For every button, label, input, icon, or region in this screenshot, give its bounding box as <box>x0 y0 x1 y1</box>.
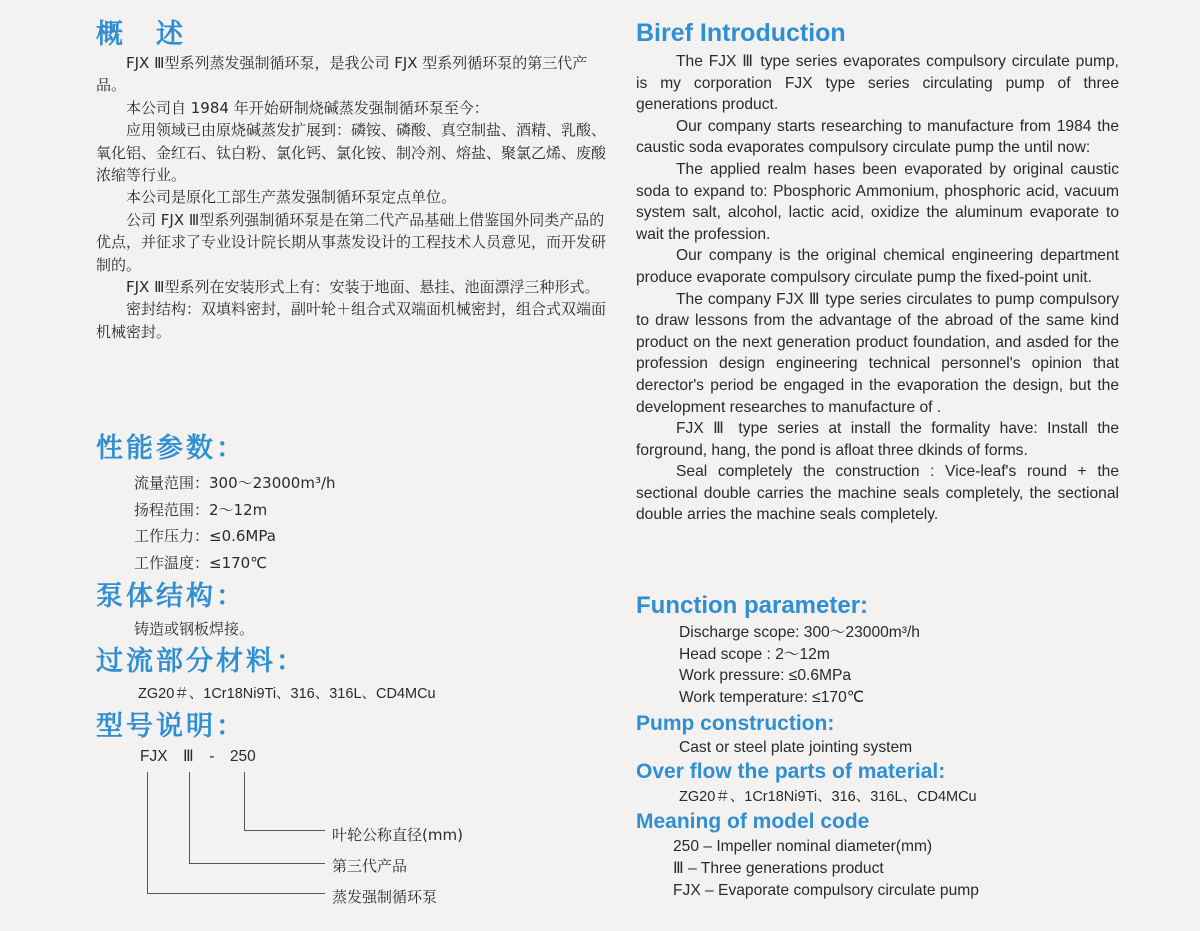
function-heading: Function parameter: <box>636 592 869 619</box>
intro-para: Our company starts researching to manufacture from 1984 the caustic soda evaporates compulsory circulate pump the until now: <box>636 117 1119 157</box>
material-heading: 过流部分材料： <box>96 646 306 677</box>
intro-body <box>636 51 1119 526</box>
meaning-heading: Meaning of model code <box>636 810 870 833</box>
overview-para: FJX Ⅲ型系列蒸发强制循环泵，是我公司 FJX 型系列循环泵的第三代产品。 <box>96 54 588 95</box>
overflow-heading: Over flow the parts of material: <box>636 760 946 783</box>
pump-heading: Pump construction: <box>636 712 835 735</box>
performance-item: 扬程范围：2～12m <box>134 500 268 519</box>
overview-para: FJX Ⅲ型系列在安装形式上有：安装于地面、悬挂、池面漂浮三种形式。 <box>126 278 600 297</box>
bracket-line-250 <box>244 772 245 831</box>
meaning-list <box>673 836 979 902</box>
meaning-item: Ⅲ – Three generations product <box>673 860 884 877</box>
performance-item: 工作压力：≤0.6MPa <box>134 527 276 545</box>
performance-item: 工作温度：≤170℃ <box>134 553 268 572</box>
structure-text: 铸造或钢板焊接。 <box>134 620 255 638</box>
bracket-line-250-h <box>244 830 325 831</box>
function-item: Discharge scope: 300～23000m³/h <box>679 624 920 641</box>
bracket-line-iii <box>189 772 190 864</box>
performance-item: 流量范围：300～23000m³/h <box>134 474 336 492</box>
model-desc-item: 第三代产品 <box>332 857 408 875</box>
function-list <box>679 622 920 708</box>
bracket-line-fjx-h <box>147 893 325 894</box>
intro-para: FJX Ⅲ type series at install the formality have: Install the forground, hang, the pond is afloat three dkinds of forms. <box>636 420 1119 459</box>
model-desc-list <box>332 820 463 913</box>
performance-heading: 性能参数： <box>96 433 246 464</box>
intro-heading: Biref Introduction <box>636 19 846 47</box>
model-desc-item: 叶轮公称直径(mm) <box>332 826 463 844</box>
model-desc-item: 蒸发强制循环泵 <box>332 888 438 906</box>
overview-heading: 概 述 <box>96 19 186 50</box>
intro-para: Seal completely the construction : Vice-leaf's round + the sectional double carries the machine seals completely, the sectional double arries the machine seals completely. <box>636 463 1119 524</box>
intro-para: The applied realm hases been evaporated by original caustic soda to expand to: Pbosphoric Ammonium, phosphoric acid, vacuum system salt, alcohol, lactic acid, oxidize the aluminum evaporate to wait the profession. <box>636 160 1119 243</box>
meaning-item: 250 – Impeller nominal diameter(mm) <box>673 838 933 855</box>
overview-para: 本公司是原化工部生产蒸发强制循环泵定点单位。 <box>126 188 457 207</box>
overview-para: 公司 FJX Ⅲ型系列强制循环泵是在第二代产品基础上借鉴国外同类产品的优点，并征求了专业设计院长期从事蒸发设计的工程技术人员意见，而开发研制的。 <box>96 210 607 274</box>
overview-para: 本公司自 1984 年开始研制烧碱蒸发强制循环泵至今： <box>126 98 489 117</box>
function-item: Head scope : 2～12m <box>679 645 830 663</box>
overview-body <box>96 52 611 343</box>
material-text: ZG20＃、1Cr18Ni9Ti、316、316L、CD4MCu <box>138 686 436 702</box>
overflow-text: ZG20＃、1Cr18Ni9Ti、316、316L、CD4MCu <box>679 789 977 805</box>
overview-para: 密封结构：双填料密封，副叶轮＋组合式双端面机械密封，组合式双端面机械密封。 <box>96 300 607 341</box>
pump-text: Cast or steel plate jointing system <box>679 739 913 756</box>
function-item: Work pressure: ≤0.6MPa <box>679 667 852 684</box>
model-code: FJX Ⅲ - 250 <box>140 748 256 765</box>
bracket-line-fjx <box>147 772 148 894</box>
bracket-line-iii-h <box>189 863 325 864</box>
structure-heading: 泵体结构： <box>96 581 246 612</box>
performance-list <box>134 470 336 576</box>
intro-para: The FJX Ⅲ type series evaporates compulsory circulate pump, is my corporation FJX type series circulating pump of three generations product. <box>636 53 1119 114</box>
overview-para: 应用领域已由原烧碱蒸发扩展到：磷铵、磷酸、真空制盐、酒精、乳酸、氧化铝、金红石、钛白粉、氯化钙、氯化铵、制冷剂、熔盐、聚氯乙烯、废酸浓缩等行业。 <box>96 121 607 185</box>
meaning-item: FJX – Evaporate compulsory circulate pump <box>673 882 979 899</box>
intro-para: The company FJX Ⅲ type series circulates to pump compulsory to draw lessons from the advantage of the abroad of the same kind product on the next generation product foundation, and asded for the profession design engineering technical personnel's opinion that derector's period be engaged in the evaporation the design, but the development researches to manufacture of . <box>636 290 1119 416</box>
intro-para: Our company is the original chemical engineering department produce evaporate compulsory circulate pump the fixed-point unit. <box>636 247 1119 286</box>
model-heading: 型号说明： <box>96 711 246 742</box>
function-item: Work temperature: ≤170℃ <box>679 688 865 706</box>
